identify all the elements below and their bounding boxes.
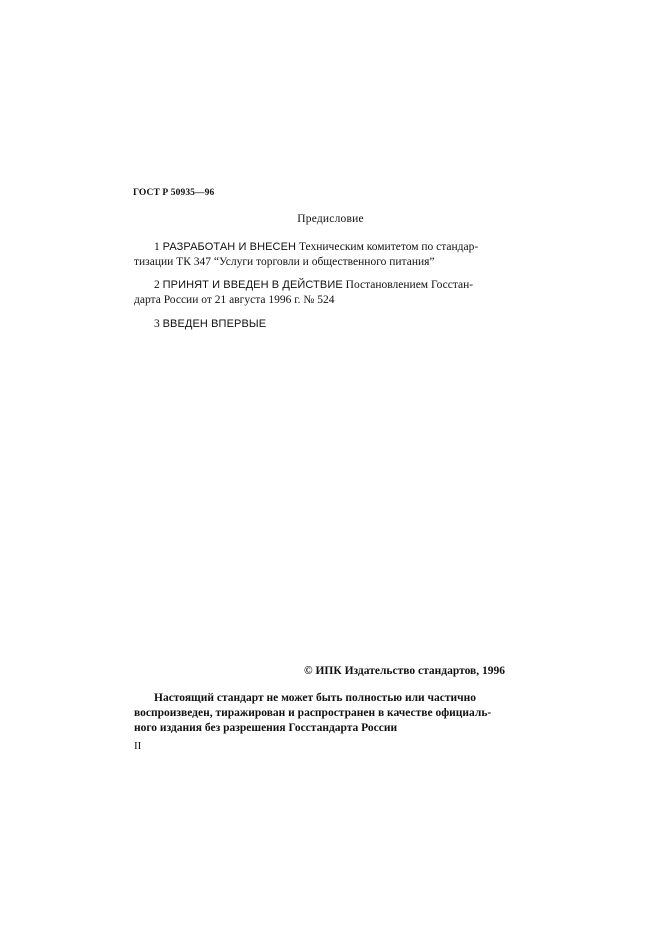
- item-heading: РАЗРАБОТАН И ВНЕСЕН: [162, 241, 297, 253]
- item-number: 1: [154, 241, 160, 253]
- notice-line-3: ного издания без разрешения Госстандарта России: [134, 722, 398, 734]
- preface-item-2-line-2: дарта России от 21 августа 1996 г. № 524: [134, 294, 335, 306]
- item-text: Постановлением Госстан-: [345, 279, 474, 291]
- item-number: 2: [154, 279, 160, 291]
- page-number: II: [134, 740, 142, 752]
- preface-item-1-line-1: [134, 240, 514, 255]
- preface-item-1-line-2: тизации ТК 347 “Услуги торговли и общественного питания”: [134, 256, 435, 268]
- notice-line-1: Настоящий стандарт не может быть полностью или частично: [154, 692, 476, 704]
- item-number: 3: [154, 318, 160, 330]
- preface-item-2-line-1: [134, 278, 514, 293]
- item-heading: ВВЕДЕН ВПЕРВЫЕ: [162, 318, 267, 330]
- standard-code-header: ГОСТ Р 50935—96: [133, 188, 215, 198]
- preface-item-1: [134, 240, 514, 270]
- reproduction-notice: [134, 691, 518, 736]
- preface-title: Предисловие: [297, 213, 364, 225]
- preface-item-3: [134, 317, 514, 332]
- item-heading: ПРИНЯТ И ВВЕДЕН В ДЕЙСТВИЕ: [162, 279, 343, 291]
- notice-line-2: воспроизведен, тиражирован и распространен в качестве официаль-: [134, 707, 492, 719]
- preface-item-2: [134, 278, 514, 308]
- item-text: Техническим комитетом по стандар-: [298, 241, 479, 253]
- copyright-line: © ИПК Издательство стандартов, 1996: [304, 665, 505, 677]
- preface-item-3-line-1: [134, 317, 514, 332]
